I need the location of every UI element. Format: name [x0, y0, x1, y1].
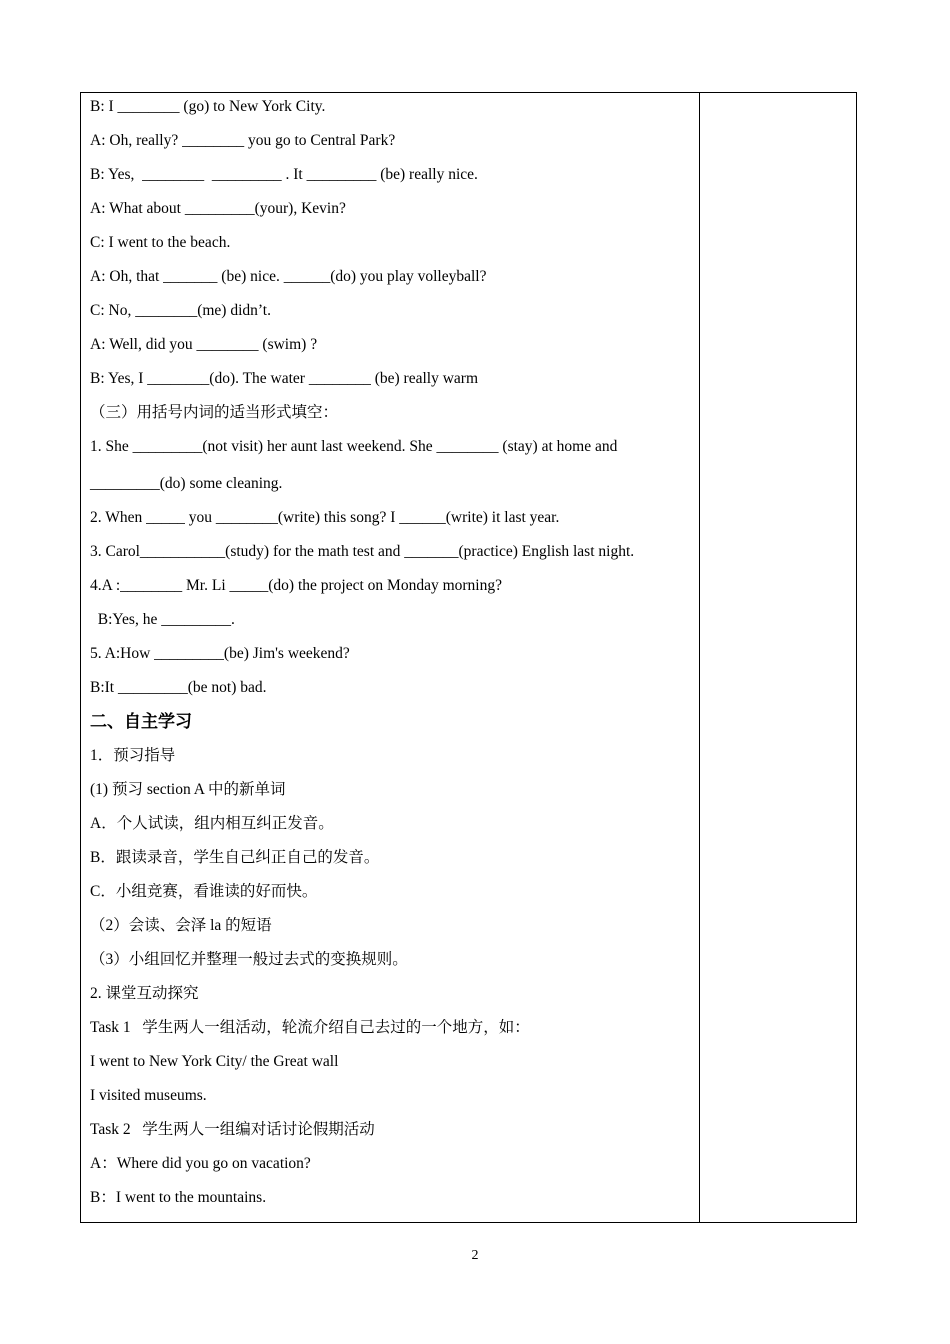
worksheet-table: [80, 92, 857, 1223]
preview-guide-title: 1．预习指导: [90, 747, 176, 764]
preview-item-2: （2）会读、会泽 la 的短语: [90, 917, 272, 934]
classroom-interaction-title: 2. 课堂互动探究: [90, 985, 199, 1002]
exercise-4-question: 4.A :________ Mr. Li _____(do) the project on Monday morning?: [90, 577, 502, 594]
preview-item-1: (1) 预习 section A 中的新单词: [90, 781, 286, 798]
task-2: Task 2 学生两人一组编对话讨论假期活动: [90, 1121, 375, 1138]
preview-item-3: （3）小组回忆并整理一般过去式的变换规则。: [90, 951, 408, 968]
task-1: Task 1 学生两人一组活动，轮流介绍自己去过的一个地方，如：: [90, 1019, 530, 1036]
dialog-line-2: A: Oh, really? ________ you go to Central Park?: [90, 132, 396, 149]
exercise-5-answer: B:It _________(be not) bad.: [90, 679, 267, 696]
exercise-1-line-1: 1. She _________(not visit) her aunt last weekend. She ________ (stay) at home and: [90, 438, 618, 455]
dialog-line-5: C: I went to the beach.: [90, 234, 231, 251]
exercise-2: 2. When _____ you ________(write) this song? I ______(write) it last year.: [90, 509, 560, 526]
dialog-line-4: A: What about _________(your), Kevin?: [90, 200, 346, 217]
preview-step-c: C．小组竞赛，看谁读的好而快。: [90, 883, 318, 900]
task-1-example-2: I visited museums.: [90, 1087, 207, 1104]
dialog-line-6: A: Oh, that _______ (be) nice. ______(do) you play volleyball?: [90, 268, 487, 285]
notes-cell: [700, 93, 856, 1222]
exercise-4-answer: B:Yes, he _________.: [90, 611, 235, 628]
task-2-dialog-a: A：Where did you go on vacation?: [90, 1155, 311, 1172]
dialog-line-7: C: No, ________(me) didn’t.: [90, 302, 271, 319]
task-1-example-1: I went to New York City/ the Great wall: [90, 1053, 339, 1070]
section-three-heading: （三）用括号内词的适当形式填空：: [90, 404, 339, 421]
dialog-line-8: A: Well, did you ________ (swim) ?: [90, 336, 318, 353]
dialog-line-1: B: I ________ (go) to New York City.: [90, 98, 326, 115]
preview-step-b: B．跟读录音，学生自己纠正自己的发音。: [90, 849, 380, 866]
dialog-line-3: B: Yes, ________ _________ . It _________ (be) really nice.: [90, 166, 478, 183]
exercise-1-line-2: _________(do) some cleaning.: [90, 475, 283, 492]
exercise-3: 3. Carol___________(study) for the math test and _______(practice) English last night.: [90, 543, 635, 560]
page-number: 2: [471, 1248, 479, 1263]
preview-step-a: A．个人试读，组内相互纠正发音。: [90, 815, 334, 832]
dialog-line-9: B: Yes, I ________(do). The water ________ (be) really warm: [90, 370, 478, 387]
task-2-dialog-b: B：I went to the mountains.: [90, 1189, 267, 1206]
exercise-5-question: 5. A:How _________(be) Jim's weekend?: [90, 645, 350, 662]
section-heading-self-study: 二、自主学习: [90, 712, 192, 732]
